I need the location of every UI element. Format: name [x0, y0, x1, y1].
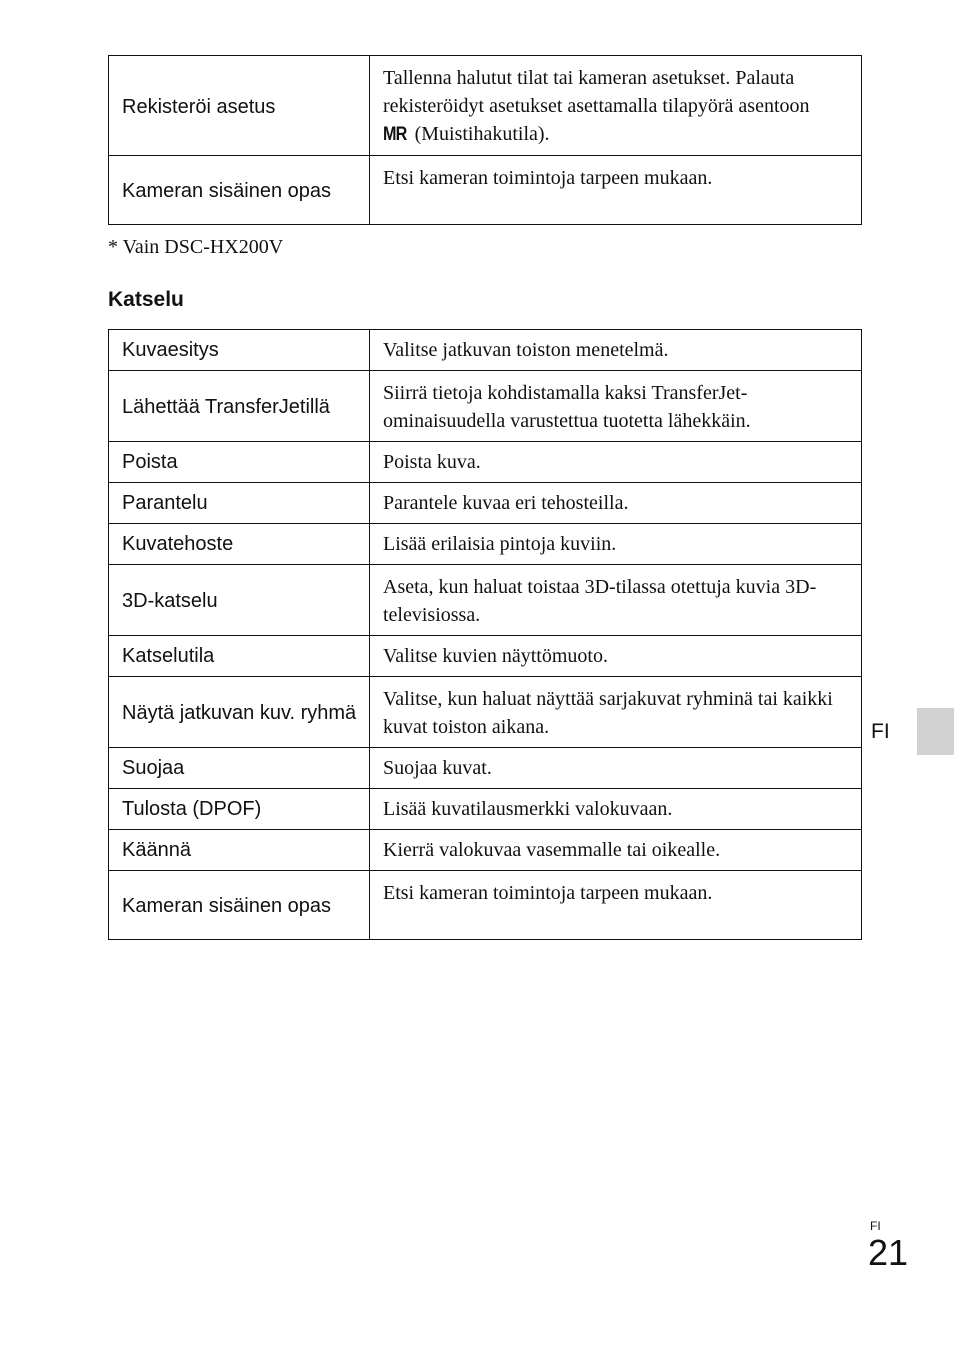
section-heading: Katselu — [108, 288, 184, 311]
description-cell: Etsi kameran toimintoja tarpeen mukaan. — [370, 871, 862, 940]
term-cell: 3D-katselu — [109, 565, 370, 636]
description-cell: Kierrä valokuvaa vasemmalle tai oikealle. — [370, 830, 862, 871]
description-cell: Parantele kuvaa eri tehosteilla. — [370, 483, 862, 524]
term-cell: Kameran sisäinen opas — [109, 156, 370, 225]
term-cell: Kuvatehoste — [109, 524, 370, 565]
description-cell: Lisää erilaisia pintoja kuviin. — [370, 524, 862, 565]
description-cell: Valitse kuvien näyttömuoto. — [370, 636, 862, 677]
language-tab — [917, 708, 954, 755]
table-row — [109, 789, 862, 830]
term-cell: Rekisteröi asetus — [109, 56, 370, 156]
table-row — [109, 330, 862, 371]
table-row — [109, 442, 862, 483]
footnote: * Vain DSC-HX200V — [108, 236, 284, 258]
table-row — [109, 371, 862, 442]
table-row — [109, 636, 862, 677]
description-cell: Valitse jatkuvan toiston menetelmä. — [370, 330, 862, 371]
table-row — [109, 56, 862, 156]
description-text-end: (Muistihakutila). — [409, 123, 550, 145]
table-row — [109, 830, 862, 871]
description-text: Tallenna halutut tilat tai kameran asetukset. Palauta rekisteröidyt asetukset asettamalla tilapyörä asentoon — [383, 67, 810, 117]
page-number: 21 — [868, 1232, 909, 1273]
description-cell: Lisää kuvatilausmerkki valokuvaan. — [370, 789, 862, 830]
settings-table — [108, 55, 862, 225]
term-cell: Parantelu — [109, 483, 370, 524]
description-cell: Etsi kameran toimintoja tarpeen mukaan. — [370, 156, 862, 225]
term-cell: Tulosta (DPOF) — [109, 789, 370, 830]
page-language-code: FI — [870, 1219, 881, 1233]
memory-recall-mode-icon: MR — [383, 124, 407, 145]
table-row — [109, 156, 862, 225]
description-cell — [370, 56, 862, 156]
table-row — [109, 677, 862, 748]
table-row — [109, 524, 862, 565]
term-cell: Katselutila — [109, 636, 370, 677]
table-row — [109, 483, 862, 524]
term-cell: Poista — [109, 442, 370, 483]
term-cell: Lähettää TransferJetillä — [109, 371, 370, 442]
language-tab-label: FI — [871, 720, 890, 743]
term-cell: Näytä jatkuvan kuv. ryhmä — [109, 677, 370, 748]
description-cell: Valitse, kun haluat näyttää sarjakuvat ryhminä tai kaikki kuvat toiston aikana. — [370, 677, 862, 748]
description-cell: Suojaa kuvat. — [370, 748, 862, 789]
description-cell: Poista kuva. — [370, 442, 862, 483]
term-cell: Suojaa — [109, 748, 370, 789]
description-cell: Aseta, kun haluat toistaa 3D-tilassa otettuja kuvia 3D-televisiossa. — [370, 565, 862, 636]
table-row — [109, 748, 862, 789]
term-cell: Kuvaesitys — [109, 330, 370, 371]
term-cell: Kameran sisäinen opas — [109, 871, 370, 940]
playback-table — [108, 329, 862, 940]
table-row — [109, 871, 862, 940]
term-cell: Käännä — [109, 830, 370, 871]
table-row — [109, 565, 862, 636]
description-cell: Siirrä tietoja kohdistamalla kaksi TransferJet-ominaisuudella varustettua tuotetta lähekkäin. — [370, 371, 862, 442]
